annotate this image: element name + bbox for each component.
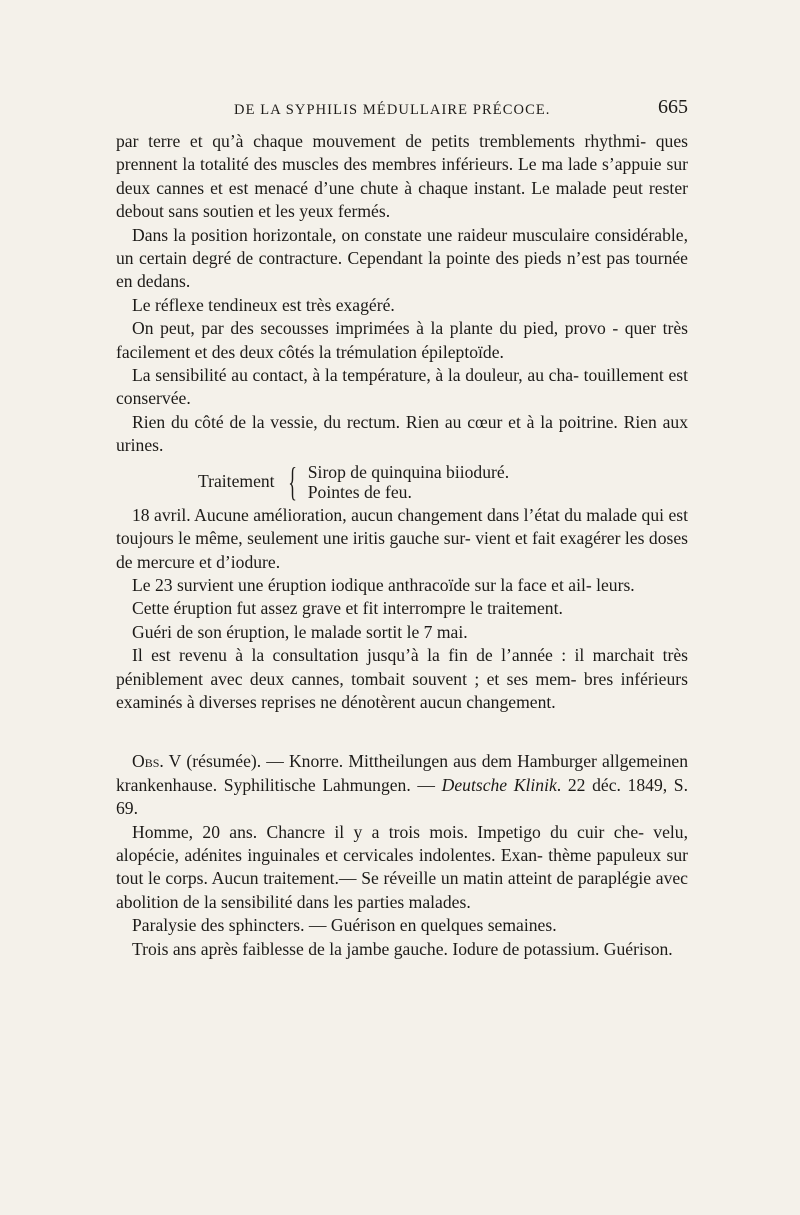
treatment-item: Pointes de feu. <box>307 481 412 502</box>
observation-reference: . 22 déc. 1849, S. 69. <box>116 774 688 819</box>
paragraph: Le réflexe tendineux est très exagéré. <box>132 294 395 315</box>
observation-text: (résumée). — Knorre. Mittheilungen aus dem Hamburger allgemeinen krankenhause. Syphilitische Lahmungen. — <box>116 751 688 795</box>
treatment-label: Traitement <box>198 470 275 491</box>
running-title: DE LA SYPHILIS MÉDULLAIRE PRÉCOCE. <box>234 102 551 118</box>
treatment-item: Sirop de quinquina biioduré. <box>307 461 510 482</box>
paragraph: Trois ans après faiblesse de la jambe gauche. Iodure de potassium. Guérison. <box>132 938 673 959</box>
paragraph: 18 avril. Aucune amélioration, aucun changement dans l’état du malade qui est toujours le même, seulement une iritis gauche sur- vient et fait exagérer les doses de mercure et d’iodure. <box>116 504 688 572</box>
treatment-list <box>308 462 509 502</box>
observation-label: Obs. V <box>132 751 182 772</box>
paragraph: Homme, 20 ans. Chancre il y a trois mois. Impetigo du cuir che- velu, alopécie, adénites inguinales et cervicales indolentes. Exan- thème papuleux sur tout le corps. Aucun traitement.— Se réveille un matin atteint de paraplégie avec abolition de la sensibilité dans les parties malades. <box>116 821 688 912</box>
paragraph: Cette éruption fut assez grave et fit interrompre le traitement. <box>132 598 563 619</box>
page-body <box>116 130 688 961</box>
paragraph: Le 23 survient une éruption iodique anthracoïde sur la face et ail- leurs. <box>132 574 635 595</box>
paragraph: Rien du côté de la vessie, du rectum. Rien au cœur et à la poitrine. Rien aux urines. <box>116 411 688 456</box>
paragraph: par terre et qu’à chaque mouvement de petits tremblements rhythmi- ques prennent la totalité des muscles des membres inférieurs. Le ma lade s’appuie sur deux cannes et est menacé d’une chute à chaque instant. Le malade peut rester debout sans soutien et les yeux fermés. <box>116 131 688 222</box>
paragraph: Paralysie des sphincters. — Guérison en quelques semaines. <box>132 915 557 936</box>
paragraph: Guéri de son éruption, le malade sortit le 7 mai. <box>132 621 468 642</box>
journal-title: Deutsche Klinik <box>441 774 557 795</box>
brace-symbol: { <box>287 458 297 504</box>
paragraph: Dans la position horizontale, on constate une raideur musculaire considérable, un certain degré de contracture. Cependant la pointe des pieds n’est pas tournée en dedans. <box>116 224 688 292</box>
section-gap <box>116 714 688 750</box>
treatment-block <box>198 460 688 504</box>
page-number: 665 <box>658 96 688 118</box>
paragraph: Il est revenu à la consultation jusqu’à la fin de l’année : il marchait très péniblement avec deux cannes, tombait souvent ; et ses mem- bres inférieurs examinés à diverses reprises ne dénotèrent aucun changement. <box>116 645 688 712</box>
page-header <box>116 96 688 126</box>
paragraph: On peut, par des secousses imprimées à la plante du pied, provo - quer très facilement et des deux côtés la trémulation épileptoïde. <box>116 318 688 362</box>
paragraph: La sensibilité au contact, à la température, à la douleur, au cha- touillement est conservée. <box>116 365 688 409</box>
observation-heading <box>116 750 688 820</box>
